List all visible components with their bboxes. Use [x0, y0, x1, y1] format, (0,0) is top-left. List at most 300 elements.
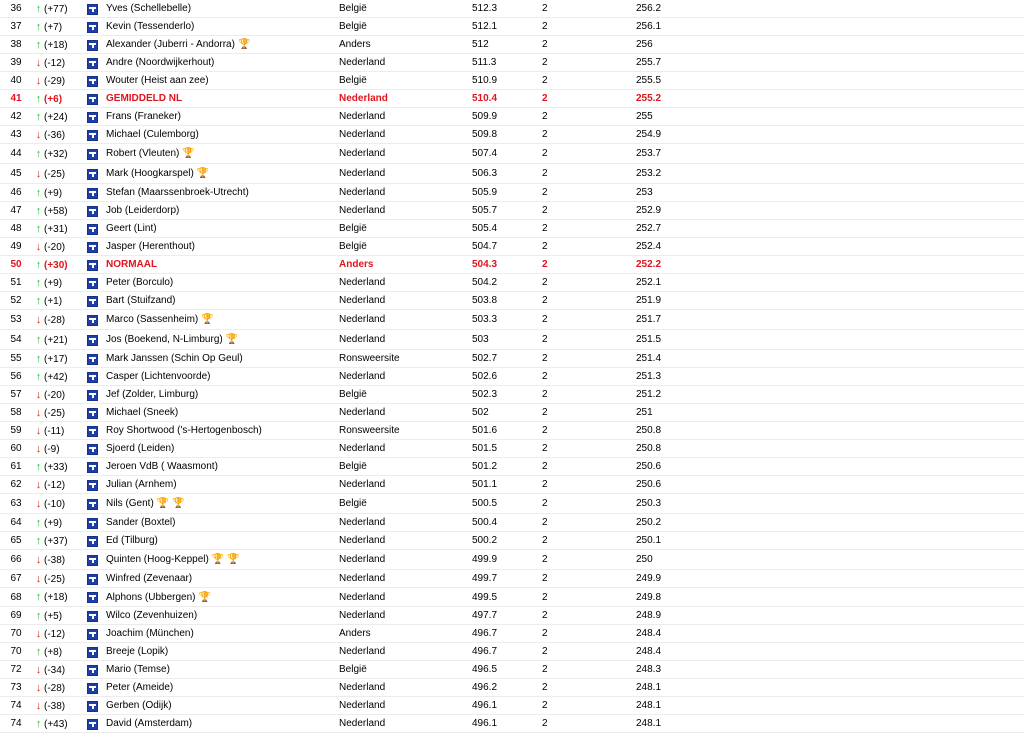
- score-cell: 499.7: [472, 573, 498, 584]
- table-row: [0, 404, 1024, 422]
- rank-change-value: (-25): [44, 574, 66, 585]
- rank-change-cell: [34, 514, 84, 533]
- average-cell: 255: [636, 111, 653, 122]
- rank-change-cell: [34, 36, 84, 55]
- score-cell: 500.2: [472, 535, 498, 546]
- arrow-up-icon: ↑: [35, 591, 42, 603]
- table-row: [0, 36, 1024, 54]
- flag-icon: [87, 426, 98, 437]
- table-row: [0, 458, 1024, 476]
- arrow-down-icon: ↓: [35, 425, 42, 437]
- arrow-down-icon: ↓: [35, 664, 42, 676]
- country-cell: België: [339, 21, 367, 32]
- score-cell: 497.7: [472, 610, 498, 621]
- games-cell: 2: [542, 277, 548, 288]
- score-cell: 510.4: [472, 93, 498, 104]
- flag-icon: [87, 480, 98, 491]
- rank-change-cell: [34, 202, 84, 221]
- average-cell: 253.2: [636, 168, 662, 179]
- rank-cell: 54: [10, 334, 22, 345]
- flag-icon: [87, 444, 98, 455]
- average-cell: 250.6: [636, 479, 662, 490]
- arrow-down-icon: ↓: [35, 168, 42, 180]
- games-cell: 2: [542, 592, 548, 603]
- table-row: [0, 661, 1024, 679]
- rank-change-cell: [34, 476, 84, 495]
- rank-change-value: (-20): [44, 242, 66, 253]
- flag-icon: [87, 518, 98, 529]
- games-cell: 2: [542, 371, 548, 382]
- rank-change-value: (+1): [44, 296, 63, 307]
- country-cell: Nederland: [339, 187, 386, 198]
- arrow-up-icon: ↑: [35, 223, 42, 235]
- games-cell: 2: [542, 718, 548, 729]
- flag-icon: [87, 335, 98, 346]
- rank-change-value: (-25): [44, 169, 66, 180]
- player-name: Mario (Temse): [106, 664, 170, 675]
- rank-cell: 70: [10, 628, 22, 639]
- score-cell: 496.2: [472, 682, 498, 693]
- rank-change-cell: [34, 715, 84, 734]
- trophy-silver-icon: 🏆: [225, 334, 239, 345]
- rank-change-cell: [34, 422, 84, 441]
- player-name: Marco (Sassenheim): [106, 314, 199, 325]
- games-cell: 2: [542, 93, 548, 104]
- average-cell: 250: [636, 554, 653, 565]
- average-cell: 253.7: [636, 148, 662, 159]
- average-cell: 251.4: [636, 353, 662, 364]
- score-cell: 503: [472, 334, 489, 345]
- rank-change-value: (+6): [44, 94, 63, 105]
- average-cell: 251.5: [636, 334, 662, 345]
- rank-change-cell: [34, 310, 84, 331]
- rank-change-value: (+18): [44, 592, 68, 603]
- player-name: David (Amsterdam): [106, 718, 193, 729]
- rank-cell: 74: [10, 700, 22, 711]
- flag-icon: [87, 315, 98, 326]
- rank-change-cell: [34, 643, 84, 662]
- player-name: Jos (Boekend, N-Limburg): [106, 334, 223, 345]
- average-cell: 248.1: [636, 700, 662, 711]
- player-name-cell: [106, 126, 332, 144]
- average-cell: 250.3: [636, 498, 662, 509]
- average-cell: 248.9: [636, 610, 662, 621]
- player-name: Kevin (Tessenderlo): [106, 21, 195, 32]
- rank-change-value: (+37): [44, 536, 68, 547]
- average-cell: 256.2: [636, 3, 662, 14]
- player-name-cell: [106, 458, 332, 476]
- table-row: [0, 476, 1024, 494]
- rank-change-value: (+43): [44, 719, 68, 730]
- flag-icon: [87, 574, 98, 585]
- rank-cell: 55: [10, 353, 22, 364]
- score-cell: 499.5: [472, 592, 498, 603]
- country-cell: Nederland: [339, 57, 386, 68]
- games-cell: 2: [542, 75, 548, 86]
- rank-change-cell: [34, 238, 84, 257]
- player-name-cell: [106, 368, 332, 386]
- games-cell: 2: [542, 223, 548, 234]
- table-row: [0, 292, 1024, 310]
- rank-change-value: (+21): [44, 335, 68, 346]
- player-name-cell: [106, 476, 332, 494]
- player-name-cell: [106, 661, 332, 679]
- flag-icon: [87, 4, 98, 15]
- arrow-up-icon: ↑: [35, 205, 42, 217]
- table-row: [0, 164, 1024, 184]
- rank-cell: 73: [10, 682, 22, 693]
- rank-cell: 74: [10, 718, 22, 729]
- rank-change-cell: [34, 54, 84, 73]
- score-cell: 509.9: [472, 111, 498, 122]
- player-name: Stefan (Maarssenbroek-Utrecht): [106, 187, 249, 198]
- rank-change-value: (+30): [44, 260, 68, 271]
- average-cell: 250.2: [636, 517, 662, 528]
- arrow-down-icon: ↓: [35, 75, 42, 87]
- arrow-down-icon: ↓: [35, 57, 42, 69]
- player-name: Nils (Gent): [106, 498, 154, 509]
- score-cell: 503.3: [472, 314, 498, 325]
- player-name-cell: [106, 256, 332, 274]
- arrow-up-icon: ↑: [35, 535, 42, 547]
- average-cell: 249.8: [636, 592, 662, 603]
- rank-cell: 50: [10, 259, 22, 270]
- average-cell: 251: [636, 407, 653, 418]
- score-cell: 504.2: [472, 277, 498, 288]
- table-row: [0, 440, 1024, 458]
- player-name: Ed (Tilburg): [106, 535, 158, 546]
- rank-cell: 52: [10, 295, 22, 306]
- games-cell: 2: [542, 205, 548, 216]
- average-cell: 250.6: [636, 461, 662, 472]
- player-name-cell: [106, 310, 332, 330]
- country-cell: Nederland: [339, 517, 386, 528]
- country-cell: Nederland: [339, 148, 386, 159]
- rank-change-cell: [34, 18, 84, 37]
- arrow-up-icon: ↑: [35, 93, 42, 105]
- flag-icon: [87, 188, 98, 199]
- arrow-up-icon: ↑: [35, 39, 42, 51]
- arrow-down-icon: ↓: [35, 389, 42, 401]
- rank-change-cell: [34, 220, 84, 239]
- rank-cell: 65: [10, 535, 22, 546]
- flag-icon: [87, 647, 98, 658]
- rank-change-value: (-28): [44, 315, 66, 326]
- arrow-down-icon: ↓: [35, 573, 42, 585]
- country-cell: Nederland: [339, 718, 386, 729]
- player-name-cell: [106, 220, 332, 238]
- rank-cell: 45: [10, 168, 22, 179]
- player-name-cell: [106, 532, 332, 550]
- rank-change-cell: [34, 0, 84, 19]
- rank-cell: 46: [10, 187, 22, 198]
- table-row: [0, 494, 1024, 514]
- rank-change-value: (+9): [44, 278, 63, 289]
- average-cell: 256.1: [636, 21, 662, 32]
- average-cell: 255.5: [636, 75, 662, 86]
- player-name-cell: [106, 36, 332, 54]
- rank-change-value: (-10): [44, 499, 66, 510]
- rank-change-value: (-12): [44, 629, 66, 640]
- table-row: [0, 532, 1024, 550]
- rank-cell: 49: [10, 241, 22, 252]
- games-cell: 2: [542, 353, 548, 364]
- score-cell: 512.3: [472, 3, 498, 14]
- average-cell: 255.2: [636, 93, 662, 104]
- average-cell: 248.1: [636, 718, 662, 729]
- table-row: [0, 697, 1024, 715]
- rank-change-value: (-11): [44, 426, 65, 437]
- games-cell: 2: [542, 461, 548, 472]
- rank-cell: 69: [10, 610, 22, 621]
- rank-cell: 41: [10, 93, 22, 104]
- score-cell: 496.7: [472, 646, 498, 657]
- rank-change-value: (+24): [44, 112, 68, 123]
- country-cell: Nederland: [339, 592, 386, 603]
- rank-change-cell: [34, 164, 84, 185]
- player-name: Robert (Vleuten): [106, 148, 180, 159]
- rank-cell: 57: [10, 389, 22, 400]
- score-cell: 500.4: [472, 517, 498, 528]
- score-cell: 501.5: [472, 443, 498, 454]
- average-cell: 248.4: [636, 646, 662, 657]
- country-cell: Nederland: [339, 535, 386, 546]
- rank-change-value: (-34): [44, 665, 66, 676]
- arrow-up-icon: ↑: [35, 295, 42, 307]
- country-cell: Ronsweersite: [339, 353, 400, 364]
- average-cell: 252.2: [636, 259, 662, 270]
- country-cell: Anders: [339, 259, 374, 270]
- score-cell: 500.5: [472, 498, 498, 509]
- trophy-bronze-icon: 🏆: [227, 554, 240, 565]
- score-cell: 501.2: [472, 461, 498, 472]
- player-name-cell: [106, 164, 332, 184]
- flag-icon: [87, 665, 98, 676]
- player-name-cell: [106, 679, 332, 697]
- score-cell: 501.1: [472, 479, 498, 490]
- games-cell: 2: [542, 57, 548, 68]
- flag-icon: [87, 555, 98, 566]
- table-row: [0, 570, 1024, 588]
- games-cell: 2: [542, 535, 548, 546]
- rank-cell: 53: [10, 314, 22, 325]
- table-row: [0, 588, 1024, 607]
- games-cell: 2: [542, 111, 548, 122]
- flag-icon: [87, 149, 98, 160]
- games-cell: 2: [542, 407, 548, 418]
- arrow-down-icon: ↓: [35, 129, 42, 141]
- score-cell: 506.3: [472, 168, 498, 179]
- rank-cell: 51: [10, 277, 22, 288]
- country-cell: Nederland: [339, 205, 386, 216]
- score-cell: 502.7: [472, 353, 498, 364]
- average-cell: 251.9: [636, 295, 662, 306]
- player-name: Job (Leiderdorp): [106, 205, 180, 216]
- player-name-cell: [106, 607, 332, 625]
- score-cell: 505.9: [472, 187, 498, 198]
- trophy-bronze-icon: 🏆: [182, 148, 195, 159]
- rank-change-cell: [34, 679, 84, 698]
- special-row: [0, 256, 1024, 274]
- rank-change-value: (-25): [44, 408, 66, 419]
- flag-icon: [87, 169, 98, 180]
- games-cell: 2: [542, 664, 548, 675]
- country-cell: Nederland: [339, 443, 386, 454]
- player-name: Alphons (Ubbergen): [106, 592, 196, 603]
- flag-icon: [87, 112, 98, 123]
- games-cell: 2: [542, 425, 548, 436]
- rank-change-cell: [34, 532, 84, 551]
- arrow-down-icon: ↓: [35, 682, 42, 694]
- score-cell: 505.4: [472, 223, 498, 234]
- average-cell: 250.1: [636, 535, 662, 546]
- rank-change-value: (+7): [44, 22, 63, 33]
- arrow-up-icon: ↑: [35, 610, 42, 622]
- rank-change-cell: [34, 588, 84, 607]
- rank-cell: 48: [10, 223, 22, 234]
- flag-icon: [87, 278, 98, 289]
- score-cell: 496.7: [472, 628, 498, 639]
- rank-cell: 36: [10, 3, 22, 14]
- flag-icon: [87, 611, 98, 622]
- table-row: [0, 126, 1024, 144]
- table-row: [0, 607, 1024, 625]
- player-name-cell: [106, 184, 332, 202]
- score-cell: 511.3: [472, 57, 497, 68]
- rank-cell: 64: [10, 517, 22, 528]
- player-name-cell: [106, 54, 332, 72]
- player-name: Yves (Schellebelle): [106, 3, 192, 14]
- games-cell: 2: [542, 517, 548, 528]
- average-cell: 251.7: [636, 314, 662, 325]
- score-cell: 505.7: [472, 205, 498, 216]
- country-cell: Nederland: [339, 168, 386, 179]
- rank-cell: 59: [10, 425, 22, 436]
- rank-change-cell: [34, 72, 84, 91]
- player-name-cell: [106, 202, 332, 220]
- average-cell: 250.8: [636, 425, 662, 436]
- games-cell: 2: [542, 187, 548, 198]
- player-name: Roy Shortwood ('s-Hertogenbosch): [106, 425, 262, 436]
- table-row: [0, 386, 1024, 404]
- rank-change-cell: [34, 90, 84, 109]
- score-cell: 512: [472, 39, 489, 50]
- arrow-up-icon: ↑: [35, 21, 42, 33]
- average-cell: 252.1: [636, 277, 662, 288]
- country-cell: België: [339, 223, 367, 234]
- player-name: Wouter (Heist aan zee): [106, 75, 209, 86]
- player-name: Alexander (Juberri - Andorra): [106, 39, 235, 50]
- games-cell: 2: [542, 334, 548, 345]
- average-cell: 249.9: [636, 573, 662, 584]
- arrow-up-icon: ↑: [35, 259, 42, 271]
- games-cell: 2: [542, 241, 548, 252]
- rank-cell: 68: [10, 592, 22, 603]
- score-cell: 510.9: [472, 75, 498, 86]
- rank-change-cell: [34, 256, 84, 275]
- country-cell: Anders: [339, 628, 371, 639]
- trophy-bronze-icon: 🏆: [237, 39, 251, 50]
- rank-cell: 56: [10, 371, 22, 382]
- rank-change-value: (+31): [44, 224, 68, 235]
- rank-cell: 58: [10, 407, 22, 418]
- games-cell: 2: [542, 554, 548, 565]
- games-cell: 2: [542, 168, 548, 179]
- average-cell: 248.1: [636, 682, 662, 693]
- arrow-down-icon: ↓: [35, 554, 42, 566]
- player-name-cell: [106, 292, 332, 310]
- rank-change-cell: [34, 184, 84, 203]
- score-cell: 502.3: [472, 389, 498, 400]
- player-name: Gerben (Odijk): [106, 700, 172, 711]
- table-row: [0, 422, 1024, 440]
- rank-change-cell: [34, 292, 84, 311]
- games-cell: 2: [542, 389, 548, 400]
- country-cell: Nederland: [339, 371, 386, 382]
- rank-change-value: (-29): [44, 76, 66, 87]
- player-name: Andre (Noordwijkerhout): [106, 57, 215, 68]
- rank-change-value: (-38): [44, 555, 66, 566]
- arrow-down-icon: ↓: [35, 314, 42, 326]
- flag-icon: [87, 701, 98, 712]
- player-name-cell: [106, 18, 332, 36]
- country-cell: Nederland: [339, 682, 386, 693]
- table-row: [0, 144, 1024, 164]
- arrow-up-icon: ↑: [35, 461, 42, 473]
- average-cell: 253: [636, 187, 653, 198]
- country-cell: Nederland: [339, 314, 386, 325]
- country-cell: België: [339, 241, 367, 252]
- player-name: Michael (Sneek): [106, 407, 179, 418]
- table-row: [0, 350, 1024, 368]
- rank-cell: 72: [10, 664, 22, 675]
- table-row: [0, 274, 1024, 292]
- flag-icon: [87, 592, 98, 603]
- flag-icon: [87, 40, 98, 51]
- rank-cell: 63: [10, 498, 22, 509]
- player-name-cell: [106, 238, 332, 256]
- player-name: Sjoerd (Leiden): [106, 443, 175, 454]
- country-cell: België: [339, 461, 367, 472]
- country-cell: Nederland: [339, 111, 386, 122]
- flag-icon: [87, 242, 98, 253]
- country-cell: Anders: [339, 39, 371, 50]
- games-cell: 2: [542, 3, 548, 14]
- games-cell: 2: [542, 443, 548, 454]
- player-name: Peter (Borculo): [106, 277, 174, 288]
- country-cell: België: [339, 75, 367, 86]
- country-cell: Nederland: [339, 407, 386, 418]
- arrow-down-icon: ↓: [35, 498, 42, 510]
- score-cell: 499.9: [472, 554, 498, 565]
- average-cell: 255.7: [636, 57, 662, 68]
- player-name: Quinten (Hoog-Keppel): [106, 554, 209, 565]
- games-cell: 2: [542, 314, 548, 325]
- average-cell: 251.3: [636, 371, 662, 382]
- arrow-down-icon: ↓: [35, 700, 42, 712]
- rank-cell: 43: [10, 129, 22, 140]
- average-cell: 248.4: [636, 628, 662, 639]
- country-cell: Nederland: [339, 700, 386, 711]
- score-cell: 502: [472, 407, 489, 418]
- average-cell: 252.7: [636, 223, 662, 234]
- games-cell: 2: [542, 498, 548, 509]
- rank-change-value: (+33): [44, 462, 68, 473]
- rank-change-value: (+58): [44, 206, 68, 217]
- player-name-cell: [106, 72, 332, 90]
- rank-cell: 42: [10, 111, 22, 122]
- player-name-cell: [106, 422, 332, 440]
